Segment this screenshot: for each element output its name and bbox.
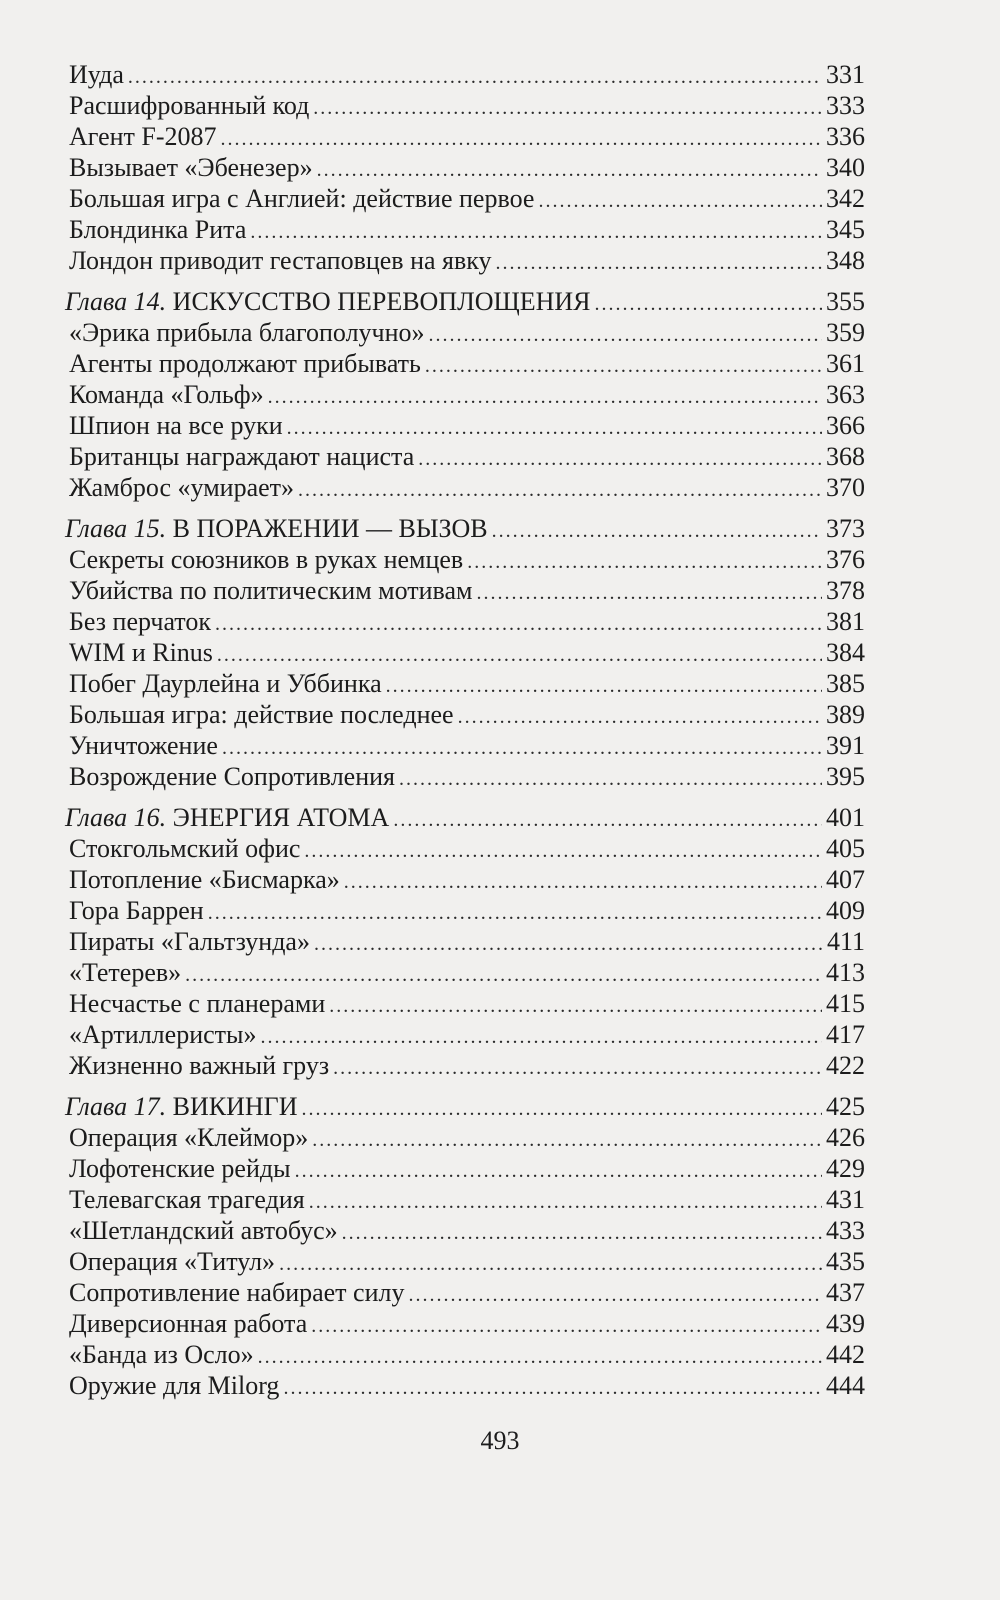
dot-leader	[208, 898, 822, 929]
entry-page-number: 409	[826, 896, 865, 925]
toc-entry-row	[65, 1050, 865, 1081]
entry-page-number: 363	[826, 380, 865, 409]
toc-entry-row	[65, 1370, 865, 1401]
entry-page-number: 401	[826, 803, 865, 832]
dot-leader	[304, 836, 822, 867]
entry-page-number: 444	[826, 1371, 865, 1400]
dot-leader	[298, 475, 822, 506]
entry-page-number: 442	[826, 1340, 865, 1369]
dot-leader	[429, 320, 822, 351]
entry-page-number: 368	[826, 442, 865, 471]
entry-page-number: 361	[826, 349, 865, 378]
entry-title: Стокгольмский офис	[69, 834, 301, 863]
entry-title: Жамброс «умирает»	[69, 473, 295, 502]
toc-entry-row	[65, 988, 865, 1019]
entry-page-number: 439	[826, 1309, 865, 1338]
dot-leader	[217, 640, 822, 671]
dot-leader	[221, 124, 822, 155]
chapter-heading	[65, 286, 595, 317]
entry-page-number: 385	[826, 669, 865, 698]
entry-page-number: 378	[826, 576, 865, 605]
dot-leader	[408, 1280, 822, 1311]
entry-page-number: 426	[826, 1123, 865, 1152]
chapter-title: ВИКИНГИ	[172, 1092, 298, 1121]
entry-page-number: 345	[826, 215, 865, 244]
dot-leader	[279, 1249, 822, 1280]
dot-leader	[260, 1022, 822, 1053]
toc-entry-row	[65, 1308, 865, 1339]
toc-entry-row	[65, 730, 865, 761]
toc-entry-row	[65, 1019, 865, 1050]
entry-page-number: 413	[826, 958, 865, 987]
toc-entry-row	[65, 1184, 865, 1215]
entry-title: Пираты «Гальтзунда»	[69, 927, 310, 956]
toc-entry-row	[65, 245, 865, 276]
entry-page-number: 422	[826, 1051, 865, 1080]
entry-title: Агенты продолжают прибывать	[69, 349, 421, 378]
entry-page-number: 366	[826, 411, 865, 440]
entry-title: Жизненно важный груз	[69, 1051, 330, 1080]
dot-leader	[595, 289, 822, 320]
entry-title: «Банда из Осло»	[69, 1340, 254, 1369]
toc-chapter-row	[65, 1091, 865, 1122]
toc-entry-row	[65, 410, 865, 441]
toc-entry-row	[65, 348, 865, 379]
entry-title: WIM и Rinus	[69, 638, 213, 667]
entry-page-number: 431	[826, 1185, 865, 1214]
entry-page-number: 411	[826, 927, 865, 956]
toc-entry-row	[65, 575, 865, 606]
entry-page-number: 348	[826, 246, 865, 275]
dot-leader	[476, 578, 822, 609]
toc-entry-row	[65, 864, 865, 895]
toc-entry-row	[65, 1339, 865, 1370]
toc-entry-row	[65, 1153, 865, 1184]
entry-title: Британцы награждают нациста	[69, 442, 415, 471]
dot-leader	[312, 1125, 822, 1156]
page-number: 493	[480, 1426, 520, 1455]
toc-entry-row	[65, 59, 865, 90]
dot-leader	[458, 702, 822, 733]
dot-leader	[295, 1156, 822, 1187]
entry-title: Операция «Титул»	[69, 1247, 276, 1276]
dot-leader	[344, 867, 822, 898]
entry-page-number: 331	[826, 60, 865, 89]
entry-title: «Шетландский автобус»	[69, 1216, 338, 1245]
entry-title: Вызывает «Эбенезер»	[69, 153, 313, 182]
entry-page-number: 415	[826, 989, 865, 1018]
entry-page-number: 425	[826, 1092, 865, 1121]
toc-entry-row	[65, 637, 865, 668]
dot-leader	[386, 671, 822, 702]
toc-entry-row	[65, 1215, 865, 1246]
entry-title: «Артиллеристы»	[69, 1020, 257, 1049]
toc-chapter-row	[65, 513, 865, 544]
dot-leader	[342, 1218, 822, 1249]
chapter-label: Глава 15.	[65, 514, 167, 543]
chapter-label: Глава 16.	[65, 803, 167, 832]
dot-leader	[185, 960, 822, 991]
toc-entry-row	[65, 668, 865, 699]
dot-leader	[313, 93, 822, 124]
toc-entry-row	[65, 699, 865, 730]
dot-leader	[496, 248, 822, 279]
chapter-heading	[65, 513, 492, 544]
toc-entry-row	[65, 472, 865, 503]
entry-page-number: 389	[826, 700, 865, 729]
entry-page-number: 336	[826, 122, 865, 151]
entry-title: «Тетерев»	[69, 958, 182, 987]
chapter-label: Глава 14.	[65, 287, 167, 316]
entry-title: Большая игра с Англией: действие первое	[69, 184, 535, 213]
entry-title: Лофотенские рейды	[69, 1154, 291, 1183]
entry-title: Сопротивление набирает силу	[69, 1278, 405, 1307]
dot-leader	[268, 382, 822, 413]
entry-page-number: 395	[826, 762, 865, 791]
entry-page-number: 384	[826, 638, 865, 667]
dot-leader	[418, 444, 822, 475]
entry-page-number: 340	[826, 153, 865, 182]
toc-entry-row	[65, 90, 865, 121]
entry-page-number: 429	[826, 1154, 865, 1183]
entry-title: Убийства по политическим мотивам	[69, 576, 473, 605]
entry-title: Без перчаток	[69, 607, 211, 636]
dot-leader	[283, 1373, 822, 1404]
entry-title: Лондон приводит гестаповцев на явку	[69, 246, 492, 275]
dot-leader	[287, 413, 822, 444]
entry-title: Агент F-2087	[69, 122, 217, 151]
entry-page-number: 437	[826, 1278, 865, 1307]
entry-page-number: 381	[826, 607, 865, 636]
dot-leader	[425, 351, 822, 382]
entry-title: Несчастье с планерами	[69, 989, 326, 1018]
entry-title: Возрождение Сопротивления	[69, 762, 395, 791]
dot-leader	[258, 1342, 822, 1373]
toc-entry-row	[65, 1246, 865, 1277]
entry-title: Шпион на все руки	[69, 411, 283, 440]
entry-page-number: 407	[826, 865, 865, 894]
dot-leader	[314, 929, 823, 960]
entry-title: Операция «Клеймор»	[69, 1123, 309, 1152]
toc-entry-row	[65, 441, 865, 472]
toc-entry-row	[65, 1277, 865, 1308]
entry-page-number: 391	[826, 731, 865, 760]
entry-page-number: 359	[826, 318, 865, 347]
dot-leader	[302, 1094, 823, 1125]
entry-page-number: 376	[826, 545, 865, 574]
entry-title: Расшифрованный код	[69, 91, 310, 120]
toc-entry-row	[65, 379, 865, 410]
entry-title: «Эрика прибыла благополучно»	[69, 318, 425, 347]
dot-leader	[309, 1187, 822, 1218]
table-of-contents	[65, 59, 865, 1401]
chapter-title: ЭНЕРГИЯ АТОМА	[172, 803, 390, 832]
entry-page-number: 373	[826, 514, 865, 543]
dot-leader	[128, 62, 822, 93]
toc-entry-row	[65, 152, 865, 183]
entry-page-number: 355	[826, 287, 865, 316]
entry-title: Оружие для Milorg	[69, 1371, 280, 1400]
dot-leader	[317, 155, 822, 186]
chapter-heading	[65, 802, 393, 833]
entry-page-number: 417	[826, 1020, 865, 1049]
dot-leader	[538, 186, 822, 217]
toc-entry-row	[65, 121, 865, 152]
entry-title: Телевагская трагедия	[69, 1185, 305, 1214]
entry-title: Гора Баррен	[69, 896, 204, 925]
entry-page-number: 433	[826, 1216, 865, 1245]
toc-entry-row	[65, 317, 865, 348]
dot-leader	[393, 805, 822, 836]
toc-entry-row	[65, 1122, 865, 1153]
toc-chapter-row	[65, 802, 865, 833]
chapter-title: В ПОРАЖЕНИИ — ВЫЗОВ	[172, 514, 488, 543]
entry-title: Побег Даурлейна и Уббинка	[69, 669, 382, 698]
entry-title: Иуда	[69, 60, 124, 89]
toc-chapter-row	[65, 286, 865, 317]
dot-leader	[492, 516, 822, 547]
entry-title: Команда «Гольф»	[69, 380, 264, 409]
entry-title: Диверсионная работа	[69, 1309, 308, 1338]
entry-page-number: 342	[826, 184, 865, 213]
entry-page-number: 333	[826, 91, 865, 120]
entry-page-number: 435	[826, 1247, 865, 1276]
entry-page-number: 370	[826, 473, 865, 502]
toc-entry-row	[65, 214, 865, 245]
toc-entry-row	[65, 833, 865, 864]
entry-title: Секреты союзников в руках немцев	[69, 545, 464, 574]
entry-title: Большая игра: действие последнее	[69, 700, 454, 729]
dot-leader	[222, 733, 822, 764]
toc-entry-row	[65, 761, 865, 792]
entry-page-number: 405	[826, 834, 865, 863]
dot-leader	[399, 764, 822, 795]
dot-leader	[311, 1311, 822, 1342]
dot-leader	[329, 991, 822, 1022]
entry-title: Потопление «Бисмарка»	[69, 865, 340, 894]
chapter-title: ИСКУССТВО ПЕРЕВОПЛОЩЕНИЯ	[172, 287, 591, 316]
toc-entry-row	[65, 926, 865, 957]
dot-leader	[467, 547, 822, 578]
dot-leader	[215, 609, 822, 640]
chapter-label: Глава 17.	[65, 1092, 167, 1121]
dot-leader	[333, 1053, 822, 1084]
dot-leader	[250, 217, 822, 248]
toc-entry-row	[65, 957, 865, 988]
toc-entry-row	[65, 544, 865, 575]
chapter-heading	[65, 1091, 302, 1122]
entry-title: Уничтожение	[69, 731, 218, 760]
toc-entry-row	[65, 606, 865, 637]
toc-entry-row	[65, 895, 865, 926]
entry-title: Блондинка Рита	[69, 215, 247, 244]
toc-entry-row	[65, 183, 865, 214]
